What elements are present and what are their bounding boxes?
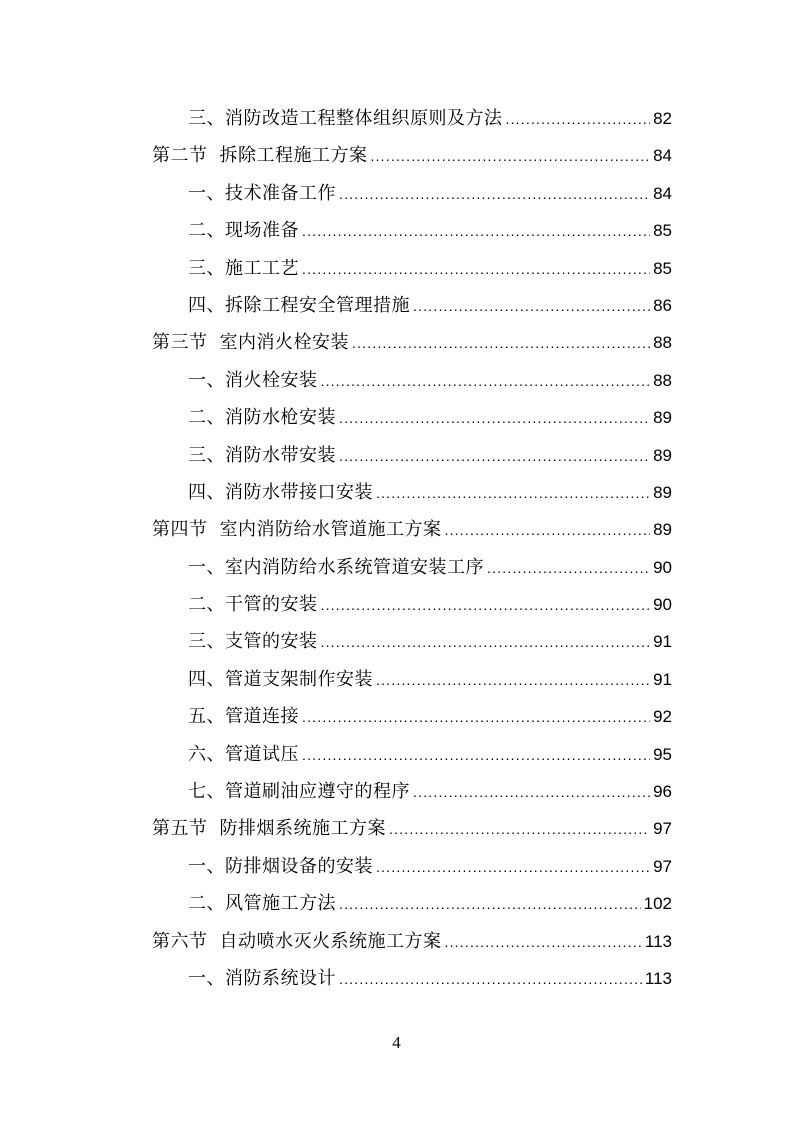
toc-entry-title: [188, 885, 336, 922]
toc-dot-leader: [487, 550, 650, 587]
toc-entry-label: 管道连接: [225, 706, 299, 728]
toc-entry-number: 三、: [188, 108, 225, 129]
toc-dot-leader: [389, 811, 650, 848]
toc-entry-title: [188, 474, 373, 511]
toc-dot-leader: [339, 438, 650, 475]
toc-entry-number: 二、: [188, 594, 225, 616]
toc-section-entry[interactable]: [152, 137, 672, 174]
toc-entry-title: [188, 736, 299, 773]
toc-entry-title: [188, 623, 318, 660]
toc-entry-number: 二、: [188, 220, 225, 242]
toc-subsection-entry[interactable]: [152, 586, 672, 623]
toc-subsection-entry[interactable]: [152, 885, 672, 922]
toc-section-entry[interactable]: [152, 923, 672, 960]
toc-entry-title: [188, 212, 299, 249]
toc-page-number: 89: [653, 445, 672, 465]
toc-dot-leader: [321, 363, 651, 400]
toc-entry-number: 二、: [188, 407, 225, 429]
toc-entry-label: 干管的安装: [225, 594, 318, 616]
toc-entry-label: 施工工艺: [225, 257, 299, 279]
toc-entry-number: 三、: [188, 257, 225, 279]
toc-page-number: 90: [653, 595, 672, 615]
toc-entry-number: 第三节: [152, 332, 208, 354]
toc-dot-leader: [339, 886, 641, 923]
toc-entry-label: 消防改造工程整体组织原则及方法: [225, 108, 503, 129]
toc-entry-label: 拆除工程施工方案: [219, 145, 368, 167]
toc-entry-number: 第二节: [152, 145, 208, 167]
toc-section-entry[interactable]: [152, 324, 672, 361]
toc-subsection-entry[interactable]: [152, 100, 672, 137]
toc-entry-title: [188, 175, 336, 212]
toc-dot-leader: [352, 325, 650, 362]
toc-entry-label: 风管施工方法: [225, 893, 336, 915]
toc-page-number: 97: [653, 819, 672, 839]
toc-subsection-entry[interactable]: [152, 175, 672, 212]
toc-entry-label: 消防水带安装: [225, 444, 336, 466]
toc-dot-leader: [376, 662, 650, 699]
toc-dot-leader: [302, 699, 650, 736]
toc-page-number: 88: [653, 333, 672, 353]
toc-entry-number: 二、: [188, 893, 225, 915]
toc-subsection-entry[interactable]: [152, 250, 672, 287]
toc-entry-number: 一、: [188, 369, 225, 391]
toc-page-number: 92: [653, 707, 672, 727]
toc-entry-number: 一、: [188, 556, 225, 578]
toc-entry-number: 第六节: [152, 930, 208, 952]
toc-entry-label: 室内消防给水管道施工方案: [219, 519, 442, 541]
toc-entry-label: 防排烟设备的安装: [225, 855, 373, 877]
toc-subsection-entry[interactable]: [152, 698, 672, 735]
toc-entry-title: [152, 324, 349, 361]
toc-entry-number: 五、: [188, 706, 225, 728]
toc-entry-title: [188, 100, 503, 137]
toc-page-number: 91: [653, 632, 672, 652]
toc-dot-leader: [302, 737, 650, 774]
toc-page-number: 89: [653, 408, 672, 428]
toc-dot-leader: [445, 512, 651, 549]
table-of-contents: [152, 100, 672, 997]
toc-dot-leader: [339, 961, 642, 998]
toc-entry-title: [152, 137, 368, 174]
toc-entry-number: 第四节: [152, 519, 208, 541]
toc-dot-leader: [321, 587, 651, 624]
toc-subsection-entry[interactable]: [152, 474, 672, 511]
toc-entry-title: [188, 399, 336, 436]
toc-entry-label: 管道刷油应遵守的程序: [225, 781, 410, 803]
toc-entry-label: 管道试压: [225, 743, 299, 765]
toc-section-entry[interactable]: [152, 810, 672, 847]
toc-entry-title: [188, 586, 318, 623]
toc-entry-number: 六、: [188, 743, 225, 765]
toc-entry-title: [188, 362, 318, 399]
toc-dot-leader: [302, 213, 650, 250]
toc-subsection-entry[interactable]: [152, 549, 672, 586]
toc-page-number: 90: [653, 557, 672, 577]
toc-entry-title: [188, 773, 410, 810]
toc-page-number: 96: [653, 782, 672, 802]
toc-page-number: 84: [653, 183, 672, 203]
toc-entry-label: 防排烟系统施工方案: [219, 818, 386, 840]
toc-page-number: 89: [653, 482, 672, 502]
toc-entry-label: 支管的安装: [225, 631, 318, 653]
toc-dot-leader: [339, 400, 650, 437]
toc-entry-number: 三、: [188, 444, 225, 466]
toc-dot-leader: [445, 924, 642, 961]
toc-subsection-entry[interactable]: [152, 736, 672, 773]
toc-page-number: 84: [653, 146, 672, 166]
toc-entry-label: 现场准备: [225, 220, 299, 242]
toc-dot-leader: [376, 475, 650, 512]
toc-entry-number: 四、: [188, 294, 225, 316]
toc-page-number: 82: [653, 109, 672, 128]
toc-page-number: 89: [653, 520, 672, 540]
toc-page-number: 85: [653, 258, 672, 278]
toc-subsection-entry[interactable]: [152, 661, 672, 698]
toc-dot-leader: [506, 101, 651, 138]
toc-subsection-entry[interactable]: [152, 623, 672, 660]
toc-entry-label: 自动喷水灭火系统施工方案: [219, 930, 442, 952]
toc-entry-label: 室内消防给水系统管道安装工序: [225, 556, 484, 578]
toc-entry-label: 消防水枪安装: [225, 407, 336, 429]
toc-page-number: 97: [653, 856, 672, 876]
toc-dot-leader: [413, 288, 650, 325]
toc-page-number: 91: [653, 669, 672, 689]
toc-entry-number: 第五节: [152, 818, 208, 840]
toc-entry-title: [188, 250, 299, 287]
toc-page-number: 113: [644, 968, 672, 988]
toc-subsection-entry[interactable]: [152, 212, 672, 249]
toc-entry-number: 七、: [188, 781, 225, 803]
toc-entry-label: 技术准备工作: [225, 182, 336, 204]
toc-subsection-entry[interactable]: [152, 437, 672, 474]
toc-entry-title: [188, 661, 373, 698]
toc-subsection-entry[interactable]: [152, 773, 672, 810]
toc-entry-number: 三、: [188, 631, 225, 653]
toc-entry-label: 室内消火栓安装: [219, 332, 349, 354]
toc-page-number: 88: [653, 370, 672, 390]
toc-dot-leader: [339, 176, 650, 213]
toc-entry-label: 拆除工程安全管理措施: [225, 294, 410, 316]
toc-page-number: 86: [653, 295, 672, 315]
toc-entry-number: 四、: [188, 668, 225, 690]
toc-page-number: 85: [653, 221, 672, 241]
toc-entry-number: 四、: [188, 481, 225, 503]
toc-subsection-entry[interactable]: [152, 399, 672, 436]
toc-entry-number: 一、: [188, 967, 225, 989]
toc-subsection-entry[interactable]: [152, 362, 672, 399]
toc-entry-title: [188, 287, 410, 324]
toc-page-number: 113: [644, 931, 672, 951]
toc-entry-label: 管道支架制作安装: [225, 668, 373, 690]
toc-entry-title: [188, 848, 373, 885]
toc-dot-leader: [302, 251, 650, 288]
toc-entry-label: 消防系统设计: [225, 967, 336, 989]
toc-entry-title: [188, 549, 484, 586]
toc-subsection-entry[interactable]: [152, 287, 672, 324]
toc-entry-title: [188, 437, 336, 474]
toc-dot-leader: [371, 138, 651, 175]
toc-dot-leader: [321, 624, 651, 661]
toc-entry-number: 一、: [188, 182, 225, 204]
toc-subsection-entry[interactable]: [152, 848, 672, 885]
toc-entry-title: [188, 960, 336, 997]
toc-page-number: 95: [653, 744, 672, 764]
toc-entry-label: 消防水带接口安装: [225, 481, 373, 503]
toc-entry-number: 一、: [188, 855, 225, 877]
toc-entry-title: [152, 511, 442, 548]
toc-entry-title: [188, 698, 299, 735]
toc-subsection-entry[interactable]: [152, 960, 672, 997]
toc-page-number: 102: [643, 894, 672, 914]
page-number: 4: [392, 1033, 401, 1052]
toc-entry-title: [152, 810, 386, 847]
toc-dot-leader: [413, 774, 650, 811]
toc-entry-title: [152, 923, 442, 960]
toc-dot-leader: [376, 849, 650, 886]
toc-section-entry[interactable]: [152, 511, 672, 548]
toc-entry-label: 消火栓安装: [225, 369, 318, 391]
